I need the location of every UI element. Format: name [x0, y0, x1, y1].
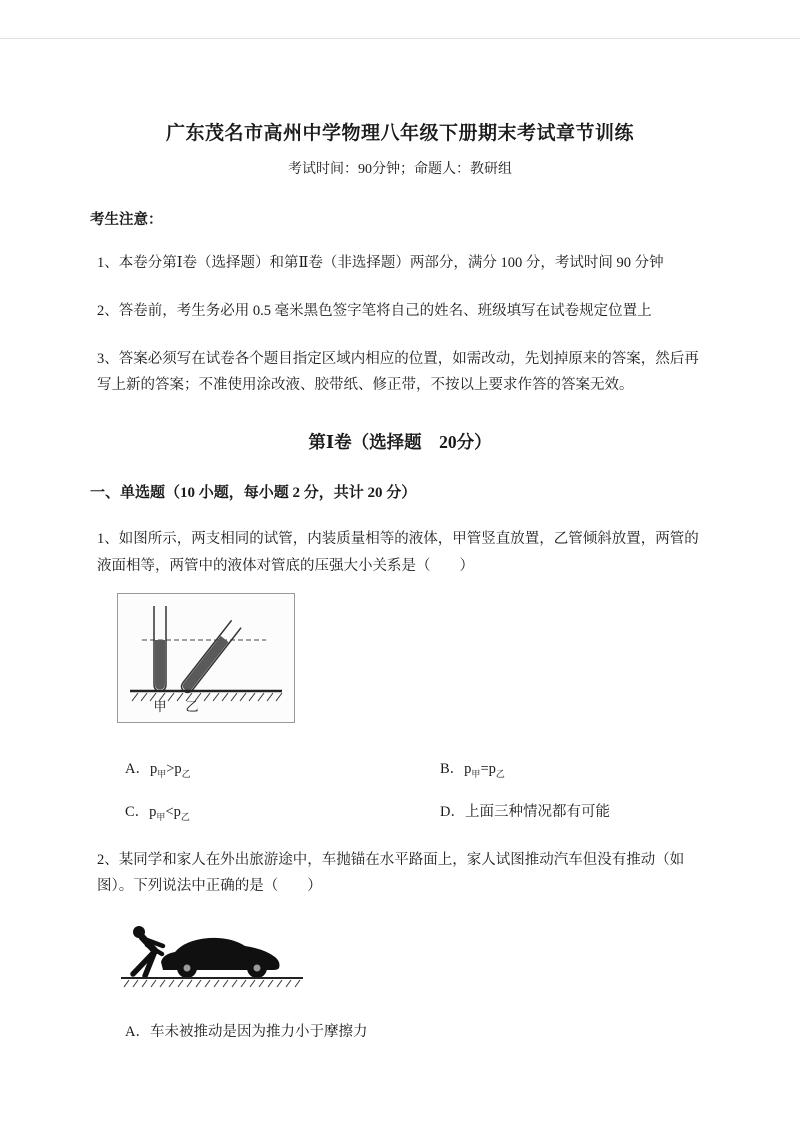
tube-yi-liquid	[181, 636, 229, 693]
q1-option-d: D．上面三种情况都有可能	[440, 803, 610, 820]
q1-options-row-1	[125, 757, 710, 780]
q1-option-b	[440, 757, 505, 780]
q1-option-b-sub1: 甲	[471, 768, 481, 779]
notice-heading: 考生注意：	[90, 212, 163, 228]
q1-option-a-sub1: 甲	[157, 768, 167, 779]
question-1-text: 1、如图所示，两支相同的试管，内装质量相等的液体，甲管竖直放置，乙管倾斜放置，两管的液面相等，两管中的液体对管底的压强大小关系是（ ）	[97, 531, 699, 575]
q2-option-a: A．车未被推动是因为推力小于摩擦力	[125, 1024, 368, 1041]
exam-title: 广东茂名市高州中学物理八年级下册期末考试章节训练	[165, 123, 634, 144]
q1-option-c	[125, 800, 440, 823]
exam-subtitle: 考试时间：90分钟；命题人：教研组	[288, 162, 512, 177]
tube-yi-group	[179, 620, 241, 694]
figure-car-push	[117, 916, 710, 994]
notice-item-2: 2、答卷前，考生务必用 0.5 毫米黑色签字笔将自己的姓名、班级填写在试卷规定位置上	[97, 302, 652, 319]
q1-option-a-sub2: 乙	[181, 768, 191, 779]
test-tubes-drawing	[118, 594, 294, 722]
section1-title: 第Ⅰ卷（选择题 20分）	[308, 432, 492, 453]
q1-option-c-mid: <p	[165, 803, 181, 820]
q1-option-c-sub1: 甲	[156, 811, 166, 822]
car-front-hub	[254, 965, 261, 972]
q1-option-b-pre: B．p	[440, 760, 472, 777]
q1-option-a	[125, 757, 440, 780]
q1-option-c-sub2: 乙	[180, 811, 190, 822]
q1-option-c-pre: C．p	[125, 803, 157, 820]
tube-jia-liquid	[155, 640, 165, 690]
q1-options-row-2	[125, 800, 710, 823]
label-jia: 甲	[153, 698, 167, 714]
notice-item-1: 1、本卷分第Ⅰ卷（选择题）和第Ⅱ卷（非选择题）两部分，满分 100 分，考试时间 90 分钟	[97, 255, 664, 271]
label-yi: 乙	[185, 698, 199, 714]
q1-option-b-mid: =p	[480, 760, 496, 777]
section1-subsection-title: 一、单选题（10 小题，每小题 2 分，共计 20 分）	[90, 485, 417, 502]
notice-item-3: 3、答案必须写在试卷各个题目指定区域内相应的位置，如需改动，先划掉原来的答案，然后再写上新的答案；不准使用涂改液、胶带纸、修正带，不按以上要求作答的答案无效。	[97, 350, 699, 394]
car-rear-hub	[184, 965, 191, 972]
ground-hatching	[124, 980, 300, 987]
q1-option-a-mid: >p	[166, 760, 182, 777]
q1-option-a-pre: A．p	[125, 760, 158, 777]
q1-option-b-sub2: 乙	[495, 768, 505, 779]
car-push-drawing	[117, 916, 307, 994]
figure-test-tubes	[117, 593, 295, 723]
person-pushing	[133, 926, 163, 976]
page-top-rule	[0, 38, 800, 39]
question-2-text: 2、某同学和家人在外出旅游途中，车抛锚在水平路面上，家人试图推动汽车但没有推动（如图）。下列说法中正确的是（ ）	[97, 851, 685, 895]
